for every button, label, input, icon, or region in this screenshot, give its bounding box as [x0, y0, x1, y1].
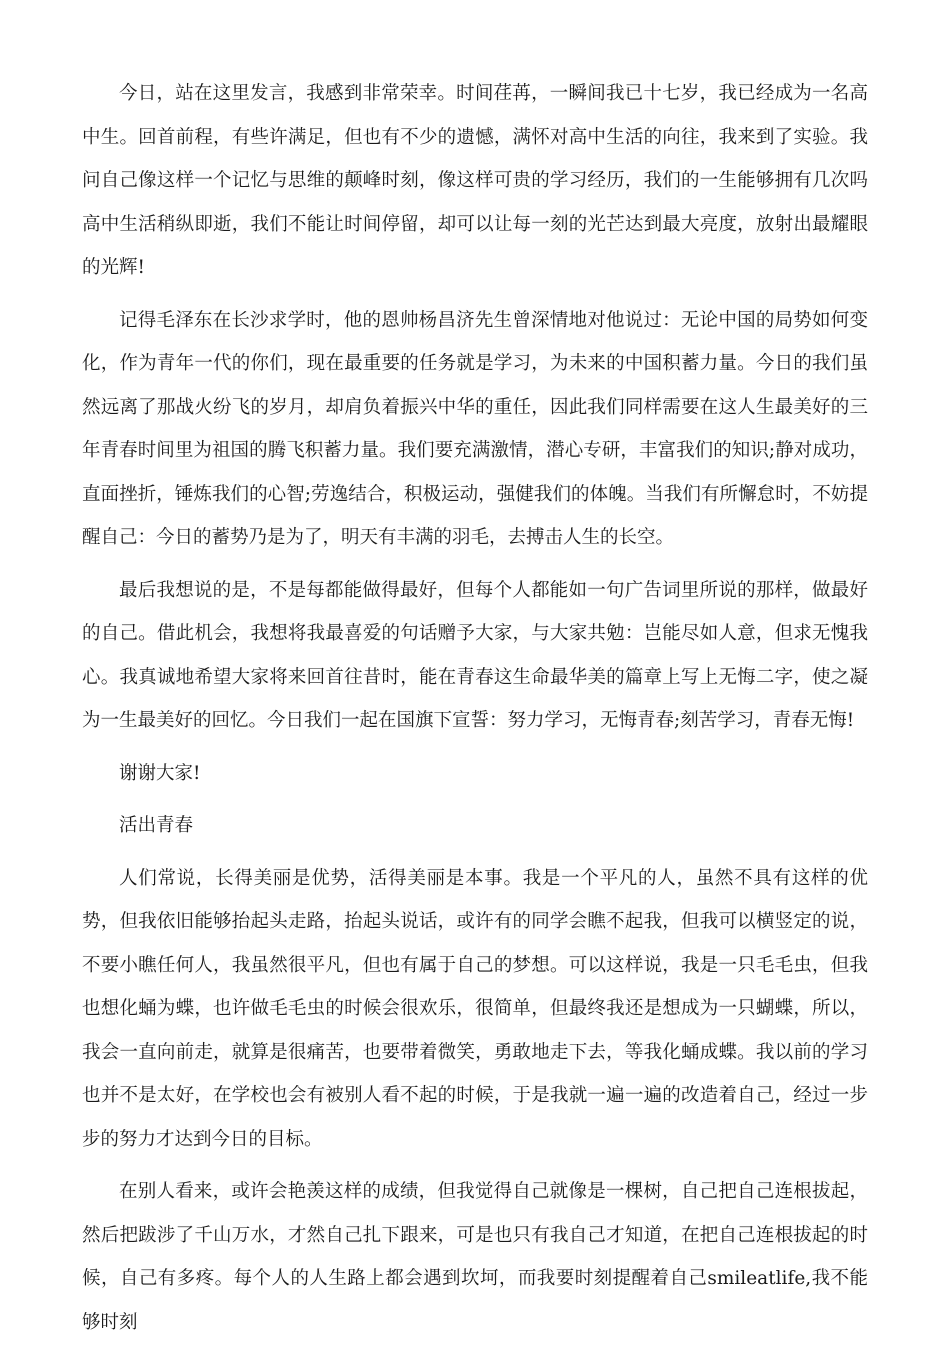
paragraph-speech-intro: 今日，站在这里发言，我感到非常荣幸。时间荏苒，一瞬间我已十七岁，我已经成为一名高中生。回首前程，有些许满足，但也有不少的遗憾，满怀对高中生活的向往，我来到了实验。我问自己像这样一个记忆与思维的颠峰时刻，像这样可贵的学习经历，我们的一生能够拥有几次吗高中生活稍纵即逝，我们不能让时间停留，却可以让每一刻的光芒达到最大亮度，放射出最耀眼的光辉! — [82, 83, 868, 278]
paragraph-tree: 在别人看来，或许会艳羡这样的成绩，但我觉得自己就像是一棵树，自己把自己连根拔起，然后把跋涉了千山万水，才然自己扎下跟来，可是也只有我自己才知道，在把自己连根拔起的时候，自己有多疼。每个人的人生路上都会遇到坎坷，而我要时刻提醒着自己smileatlife,我不能够时刻 — [82, 1181, 868, 1333]
paragraph-closing: 最后我想说的是，不是每都能做得最好，但每个人都能如一句广告词里所说的那样，做最好的自己。借此机会，我想将我最喜爱的句话赠予大家，与大家共勉：岂能尽如人意，但求无愧我心。我真诚地希望大家将来回首往昔时，能在青春这生命最华美的篇章上写上无悔二字，使之凝为一生最美好的回忆。今日我们一起在国旗下宣誓：努力学习，无悔青春;刻苦学习，青春无悔! — [82, 579, 868, 731]
document-body — [82, 72, 868, 1353]
paragraph-caterpillar: 人们常说，长得美丽是优势，活得美丽是本事。我是一个平凡的人，虽然不具有这样的优势，但我依旧能够抬起头走路，抬起头说话，或许有的同学会瞧不起我，但我可以横竖定的说，不要小瞧任何人，我虽然很平凡，但也有属于自己的梦想。可以这样说，我是一只毛毛虫，但我也想化蛹为蝶，也许做毛毛虫的时候会很欢乐，很简单，但最终我还是想成为一只蝴蝶，所以，我会一直向前走，就算是很痛苦，也要带着微笑，勇敢地走下去，等我化蛹成蝶。我以前的学习也并不是太好，在学校也会有被别人看不起的时候，于是我就一遍一遍的改造着自己，经过一步步的努力才达到今日的目标。 — [82, 867, 868, 1150]
paragraph-thanks: 谢谢大家! — [119, 762, 201, 784]
section-title: 活出青春 — [119, 815, 194, 836]
paragraph-mao-zedong: 记得毛泽东在长沙求学时，他的恩帅杨昌济先生曾深情地对他说过：无论中国的局势如何变化，作为青年一代的你们，现在最重要的任务就是学习，为未来的中国积蓄力量。今日的我们虽然远离了那战火纷飞的岁月，却肩负着振兴中华的重任，因此我们同样需要在这人生最美好的三年青春时间里为祖国的腾飞积蓄力量。我们要充满激情，潜心专研，丰富我们的知识;静对成功，直面挫折，锤炼我们的心智;劳逸结合，积极运动，强健我们的体魄。当我们有所懈怠时，不妨提醒自己：今日的蓄势乃是为了，明天有丰满的羽毛，去搏击人生的长空。 — [82, 309, 868, 548]
